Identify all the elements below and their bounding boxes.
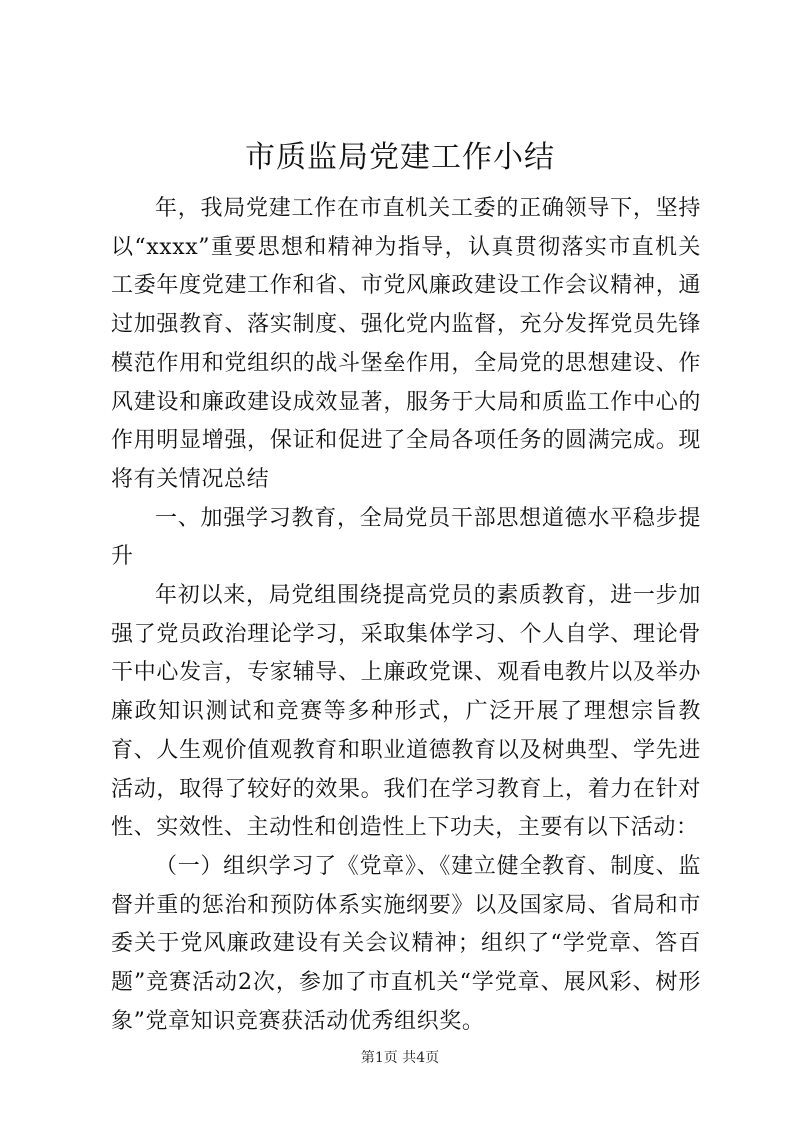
paragraph-item-1: （一）组织学习了《党章》、《建立健全教育、制度、监督并重的惩治和预防体系实施纲要》以及国家局、省局和市委关于党风廉政建设有关会议精神；组织了“学党章、答百题”竞赛活动2次，参加了市直机关“学党章、展风彩、树形象”党章知识竞赛获活动优秀组织奖。 bbox=[111, 853, 701, 1034]
page-number-footer: 第1页 共4页 bbox=[360, 1050, 440, 1066]
section-heading-1: 一、加强学习教育，全局党员干部思想道德水平稳步提升 bbox=[111, 505, 701, 570]
paragraph-section-1: 年初以来，局党组围绕提高党员的素质教育，进一步加强了党员政治理论学习，采取集体学习、个人自学、理论骨干中心发言，专家辅导、上廉政党课、观看电教片以及举办廉政知识测试和竞赛等多种形式，广泛开展了理想宗旨教育、人生观价值观教育和职业道德教育以及树典型、学先进活动，取得了较好的效果。我们在学习教育上，着力在针对性、实效性、主动性和创造性上下功夫，主要有以下活动： bbox=[111, 583, 701, 841]
document-body bbox=[111, 190, 701, 1041]
document-title: 市质监局党建工作小结 bbox=[245, 140, 555, 175]
paragraph-intro: 年，我局党建工作在市直机关工委的正确领导下，坚持以“xxxx”重要思想和精神为指导，认真贯彻落实市直机关工委年度党建工作和省、市党风廉政建设工作会议精神，通过加强教育、落实制度、强化党内监督，充分发挥党员先锋模范作用和党组织的战斗堡垒作用，全局党的思想建设、作风建设和廉政建设成效显著，服务于大局和质监工作中心的作用明显增强，保证和促进了全局各项任务的圆满完成。现将有关情况总结 bbox=[111, 196, 701, 492]
